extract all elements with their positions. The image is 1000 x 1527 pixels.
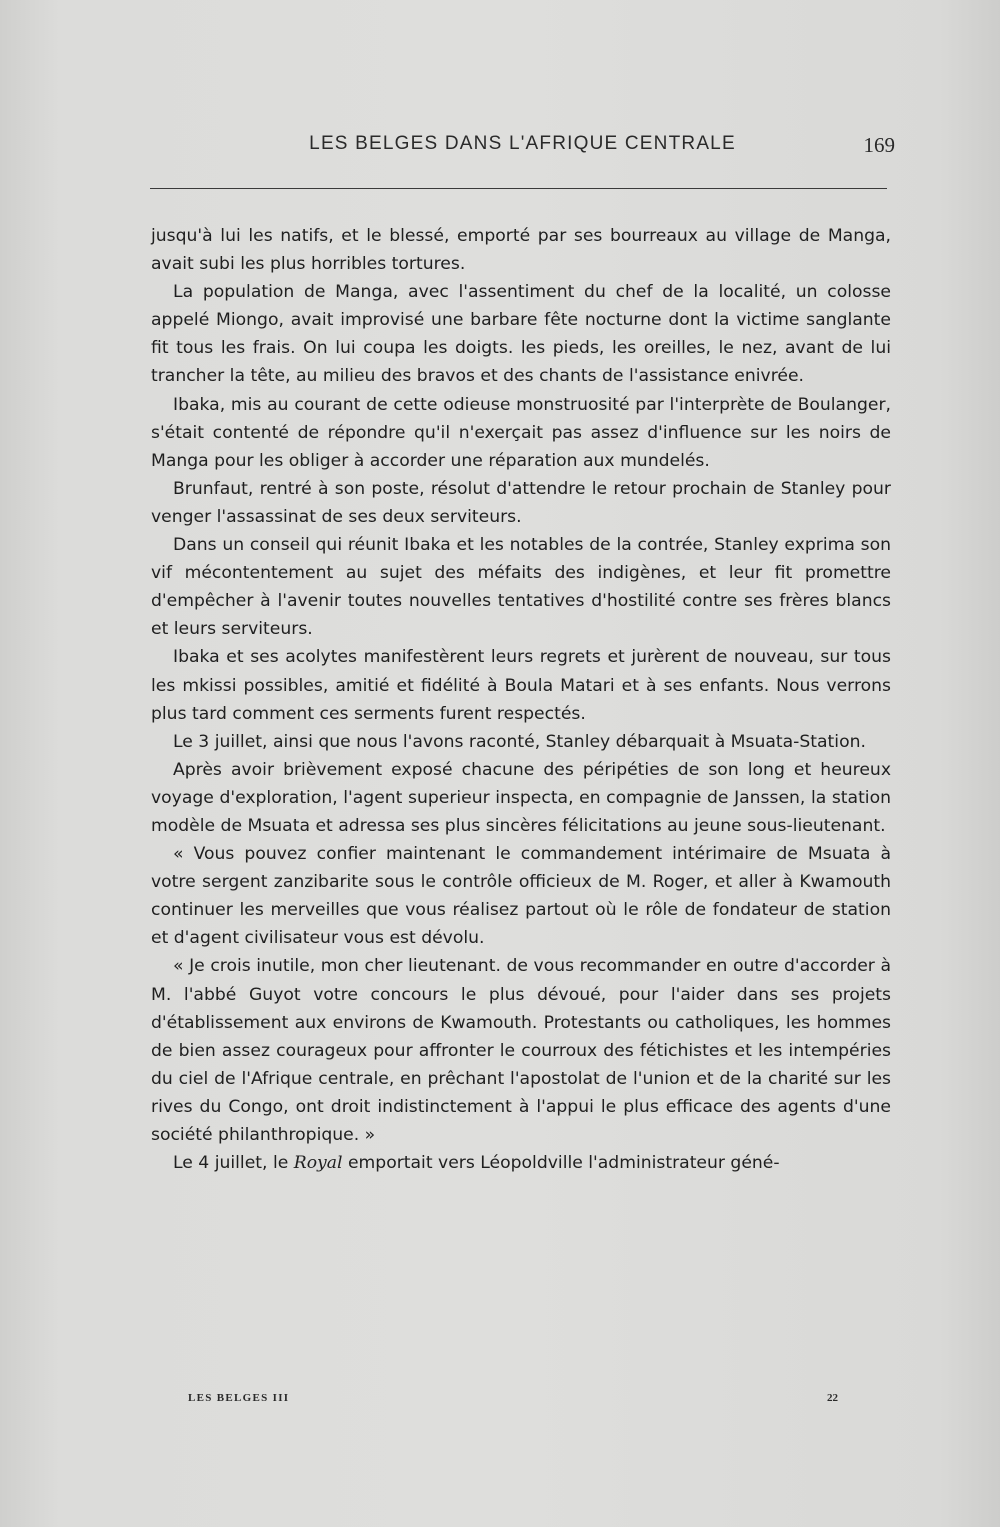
- page-number: 169: [863, 133, 895, 157]
- paragraph-5: Dans un conseil qui réunit Ibaka et les notables de la contrée, Stanley exprima son vif mécontentement au sujet des méfaits des indigènes, et leur fit promettre d'empêcher à l'avenir toutes nouvelles tentatives d'hostilité contre ses frères blancs et leurs serviteurs.: [151, 535, 891, 640]
- page-footer: [188, 1392, 838, 1412]
- ship-name: Royal: [293, 1153, 343, 1174]
- running-head: [150, 133, 895, 163]
- paragraph-8: Après avoir brièvement exposé chacune des péripéties de son long et heureux voyage d'exploration, l'agent superieur inspecta, en compagnie de Janssen, la station modèle de Msuata et adressa ses plus sincères félicitations au jeune sous-lieutenant.: [151, 759, 891, 836]
- paragraph-9: « Vous pouvez confier maintenant le commandement intérimaire de Msuata à votre sergent zanzibarite sous le contrôle officieux de M. Roger, et aller à Kwamouth continuer les merveilles que vous réalisez partout où le rôle de fondateur de station et d'agent civilisateur vous est dévolu.: [151, 844, 891, 949]
- sheet-number: 22: [827, 1392, 838, 1404]
- paragraph-4: Brunfaut, rentré à son poste, résolut d'attendre le retour prochain de Stanley pour venger l'assassinat de ses deux serviteurs.: [151, 478, 891, 527]
- paragraph-3: Ibaka, mis au courant de cette odieuse monstruosité par l'interprète de Boulanger, s'était contenté de répondre qu'il n'exerçait pas assez d'influence sur les noirs de Manga pour les obliger à accorder une réparation aux mundelés.: [151, 394, 891, 471]
- body-text: [151, 222, 891, 1177]
- header-rule: [150, 188, 887, 189]
- printer-signature: LES BELGES III: [188, 1392, 290, 1404]
- paragraph-10: « Je crois inutile, mon cher lieutenant. de vous recommander en outre d'accorder à M. l'abbé Guyot votre concours le plus dévoué, pour l'aider dans ses projets d'établissement aux environs de Kwamouth. Protestants ou catholiques, les hommes de bien assez courageux pour affronter le courroux des fétichistes et les intempéries du ciel de l'Afrique centrale, en prêchant l'apostolat de l'union et de la charité sur les rives du Congo, ont droit indistinctement à l'appui le plus efficace des agents d'une société philanthropique. »: [151, 956, 891, 1145]
- running-title: LES BELGES DANS L'AFRIQUE CENTRALE: [309, 133, 736, 154]
- paragraph-7: Le 3 juillet, ainsi que nous l'avons raconté, Stanley débarquait à Msuata-Station.: [173, 731, 866, 752]
- paragraph-11-start: Le 4 juillet, le: [173, 1153, 294, 1174]
- paragraph-2: La population de Manga, avec l'assentiment du chef de la localité, un colosse appelé Miongo, avait improvisé une barbare fête nocturne dont la victime sanglante fit tous les frais. On lui coupa les doigts. les pieds, les oreilles, le nez, avant de lui trancher la tête, au milieu des bravos et des chants de l'assistance enivrée.: [151, 282, 891, 387]
- paragraph-11-end: emportait vers Léopoldville l'administrateur géné-: [342, 1153, 780, 1174]
- paragraph-11: [151, 1149, 891, 1177]
- paragraph-1: jusqu'à lui les natifs, et le blessé, emporté par ses bourreaux au village de Manga, avait subi les plus horribles tortures.: [151, 226, 891, 275]
- paragraph-6: Ibaka et ses acolytes manifestèrent leurs regrets et jurèrent de nouveau, sur tous les mkissi possibles, amitié et fidélité à Boula Matari et à ses enfants. Nous verrons plus tard comment ces serments furent respectés.: [151, 647, 891, 724]
